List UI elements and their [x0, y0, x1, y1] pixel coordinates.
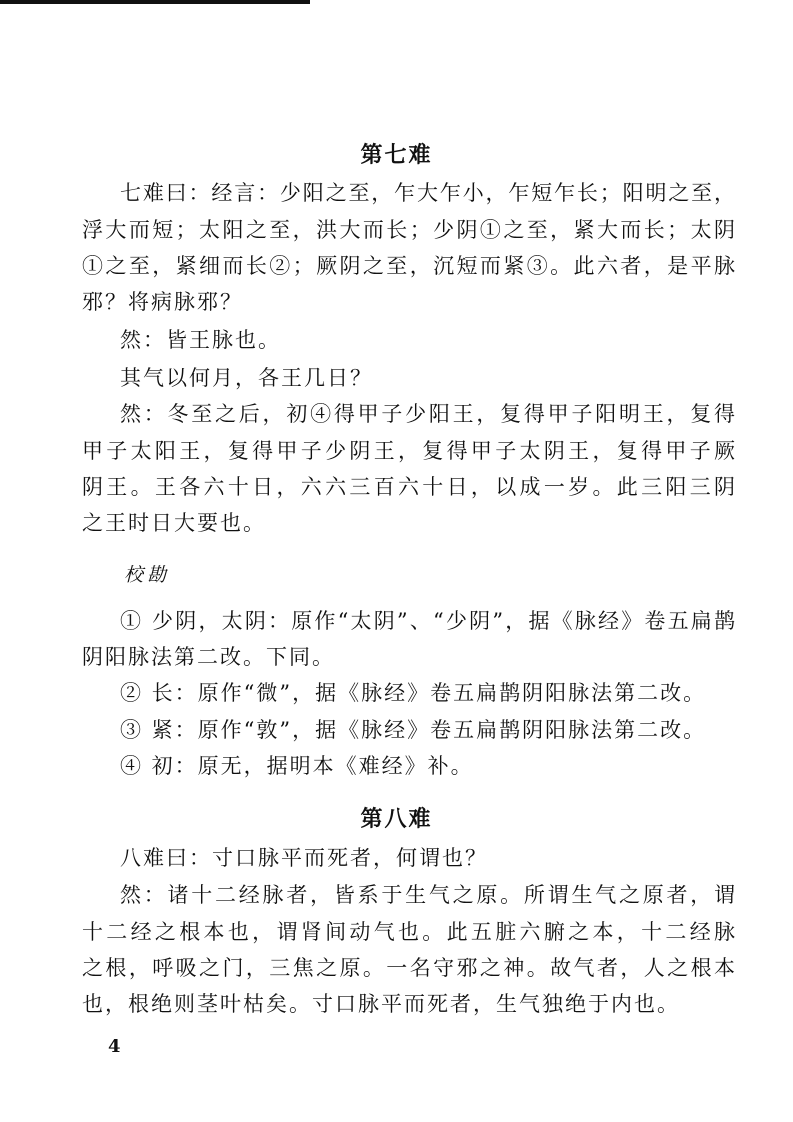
text-line: 浮大而短；太阳之至，洪大而长；少阴①之至，紧大而长；太阴 — [82, 218, 735, 242]
text-line: 然：诸十二经脉者，皆系于生气之原。所谓生气之原者，谓 — [120, 883, 735, 907]
text-line: 甲子太阳王，复得甲子少阴王，复得甲子太阴王，复得甲子厥 — [82, 439, 735, 463]
text-line: 八难曰：寸口脉平而死者，何谓也？ — [120, 846, 488, 870]
text-line: 然：皆王脉也。 — [120, 328, 281, 352]
note-line: ④ 初：原无，据明本《难经》补。 — [120, 754, 474, 778]
note-line: ① 少阴，太阴：原作“太阴”、“少阴”，据《脉经》卷五扁鹊 — [120, 609, 735, 633]
page-number: 4 — [108, 1036, 121, 1057]
chapter-8-title: 第八难 — [360, 807, 433, 832]
chapter-7-title: 第七难 — [360, 143, 433, 168]
text-line: ①之至，紧细而长②；厥阴之至，沉短而紧③。此六者，是平脉 — [82, 254, 735, 278]
text-line: 之根，呼吸之门，三焦之原。一名守邪之神。故气者，人之根本 — [82, 956, 735, 980]
text-line: 邪？将病脉邪？ — [82, 290, 243, 314]
text-line: 阴王。王各六十日，六六三百六十日，以成一岁。此三阳三阴 — [82, 475, 735, 499]
text-line: 然：冬至之后，初④得甲子少阳王，复得甲子阳明王，复得 — [120, 402, 735, 426]
text-line: 十二经之根本也，谓肾间动气也。此五脏六腑之本，十二经脉 — [82, 920, 735, 944]
text-line: 也，根绝则茎叶枯矣。寸口脉平而死者，生气独绝于内也。 — [82, 992, 680, 1016]
text-line: 之王时日大要也。 — [82, 511, 266, 535]
text-line: 七难曰：经言：少阳之至，乍大乍小，乍短乍长；阳明之至， — [120, 181, 735, 205]
text-line: 其气以何月，各王几日？ — [120, 366, 373, 390]
note-line: ② 长：原作“微”，据《脉经》卷五扁鹊阴阳脉法第二改。 — [120, 681, 707, 705]
note-line: 阴阳脉法第二改。下同。 — [82, 645, 335, 669]
collation-heading: 校勘 — [124, 564, 171, 586]
note-line: ③ 紧：原作“敦”，据《脉经》卷五扁鹊阴阳脉法第二改。 — [120, 718, 707, 742]
scan-edge-bar — [0, 0, 310, 4]
